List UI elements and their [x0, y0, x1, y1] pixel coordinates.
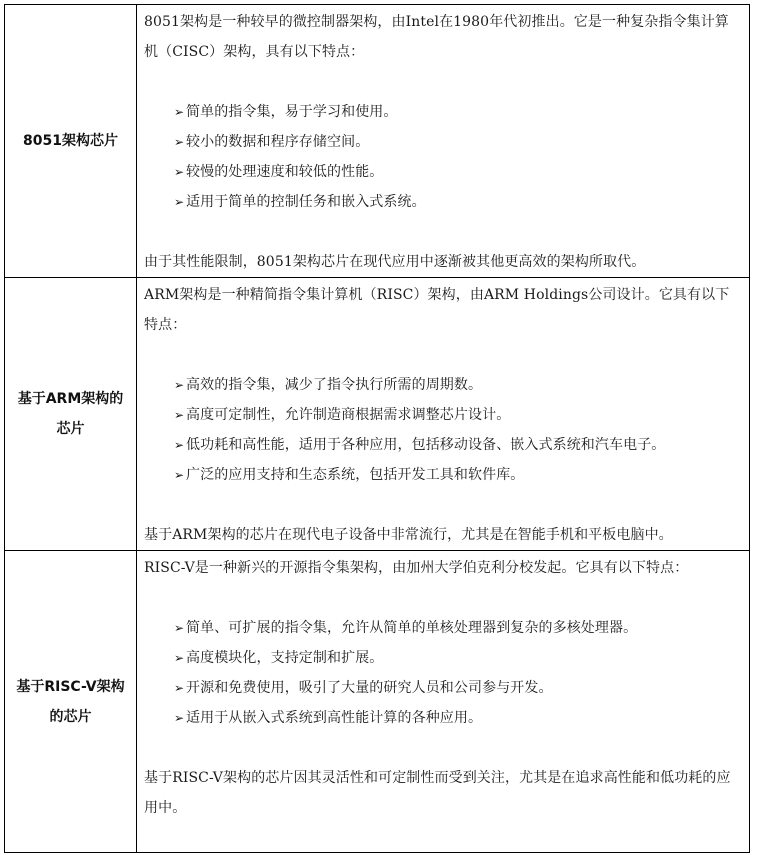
row-conclusion-arm: 基于ARM架构的芯片在现代电子设备中非常流行，尤其是在智能手机和平板电脑中。	[144, 527, 673, 543]
architecture-comparison-table	[4, 4, 750, 853]
row-conclusion-riscv: 基于RISC-V架构的芯片因其灵活性和可定制性而受到关注，尤其是在追求高性能和低功耗的应用中。	[144, 770, 731, 816]
list-item: ➢ 高效的指令集，减少了指令执行所需的周期数。	[174, 370, 741, 400]
arrow-bullet-icon: ➢	[174, 165, 185, 179]
row-name-cell	[5, 5, 137, 278]
arrow-bullet-icon: ➢	[174, 651, 185, 665]
list-item: ➢ 高度可定制性，允许制造商根据需求调整芯片设计。	[174, 400, 741, 430]
row-intro-riscv: RISC-V是一种新兴的开源指令集架构，由加州大学伯克利分校发起。它具有以下特点：	[144, 560, 689, 576]
arrow-bullet-icon: ➢	[174, 468, 185, 482]
list-item: ➢ 适用于从嵌入式系统到高性能计算的各种应用。	[174, 703, 741, 733]
arrow-bullet-icon: ➢	[174, 105, 185, 119]
row-name-cell	[5, 551, 137, 853]
row-name-8051: 8051架构芯片	[23, 133, 118, 149]
arrow-bullet-icon: ➢	[174, 681, 185, 695]
row-name-arm: 基于ARM架构的芯片	[17, 391, 124, 437]
list-item: ➢ 较慢的处理速度和较低的性能。	[174, 157, 741, 187]
feature-list-riscv	[144, 613, 741, 733]
row-name-cell	[5, 278, 137, 551]
row-desc-cell	[137, 278, 750, 551]
row-desc-cell	[137, 5, 750, 278]
row-intro-8051: 8051架构是一种较早的微控制器架构，由Intel在1980年代初推出。它是一种复杂指令集计算机（CISC）架构，具有以下特点：	[144, 14, 729, 60]
row-name-riscv: 基于RISC-V架构的芯片	[16, 678, 125, 725]
arrow-bullet-icon: ➢	[174, 378, 185, 392]
arrow-bullet-icon: ➢	[174, 711, 185, 725]
list-item: ➢ 低功耗和高性能，适用于各种应用，包括移动设备、嵌入式系统和汽车电子。	[174, 430, 741, 460]
arrow-bullet-icon: ➢	[174, 621, 185, 635]
table-row-arm	[5, 278, 750, 551]
list-item: ➢ 适用于简单的控制任务和嵌入式系统。	[174, 187, 741, 217]
feature-list-arm	[144, 370, 741, 490]
arrow-bullet-icon: ➢	[174, 408, 185, 422]
table-row-8051	[5, 5, 750, 278]
row-intro-arm: ARM架构是一种精简指令集计算机（RISC）架构，由ARM Holdings公司设计。它具有以下特点：	[144, 287, 730, 333]
row-desc-cell	[137, 551, 750, 853]
arrow-bullet-icon: ➢	[174, 438, 185, 452]
arrow-bullet-icon: ➢	[174, 135, 185, 149]
list-item: ➢ 简单、可扩展的指令集，允许从简单的单核处理器到复杂的多核处理器。	[174, 613, 741, 643]
list-item: ➢ 开源和免费使用，吸引了大量的研究人员和公司参与开发。	[174, 673, 741, 703]
list-item: ➢ 简单的指令集，易于学习和使用。	[174, 97, 741, 127]
row-conclusion-8051: 由于其性能限制，8051架构芯片在现代应用中逐渐被其他更高效的架构所取代。	[144, 254, 646, 270]
feature-list-8051	[144, 97, 741, 217]
list-item: ➢ 广泛的应用支持和生态系统，包括开发工具和软件库。	[174, 460, 741, 490]
arrow-bullet-icon: ➢	[174, 195, 185, 209]
table-row-riscv	[5, 551, 750, 853]
list-item: ➢ 高度模块化，支持定制和扩展。	[174, 643, 741, 673]
list-item: ➢ 较小的数据和程序存储空间。	[174, 127, 741, 157]
